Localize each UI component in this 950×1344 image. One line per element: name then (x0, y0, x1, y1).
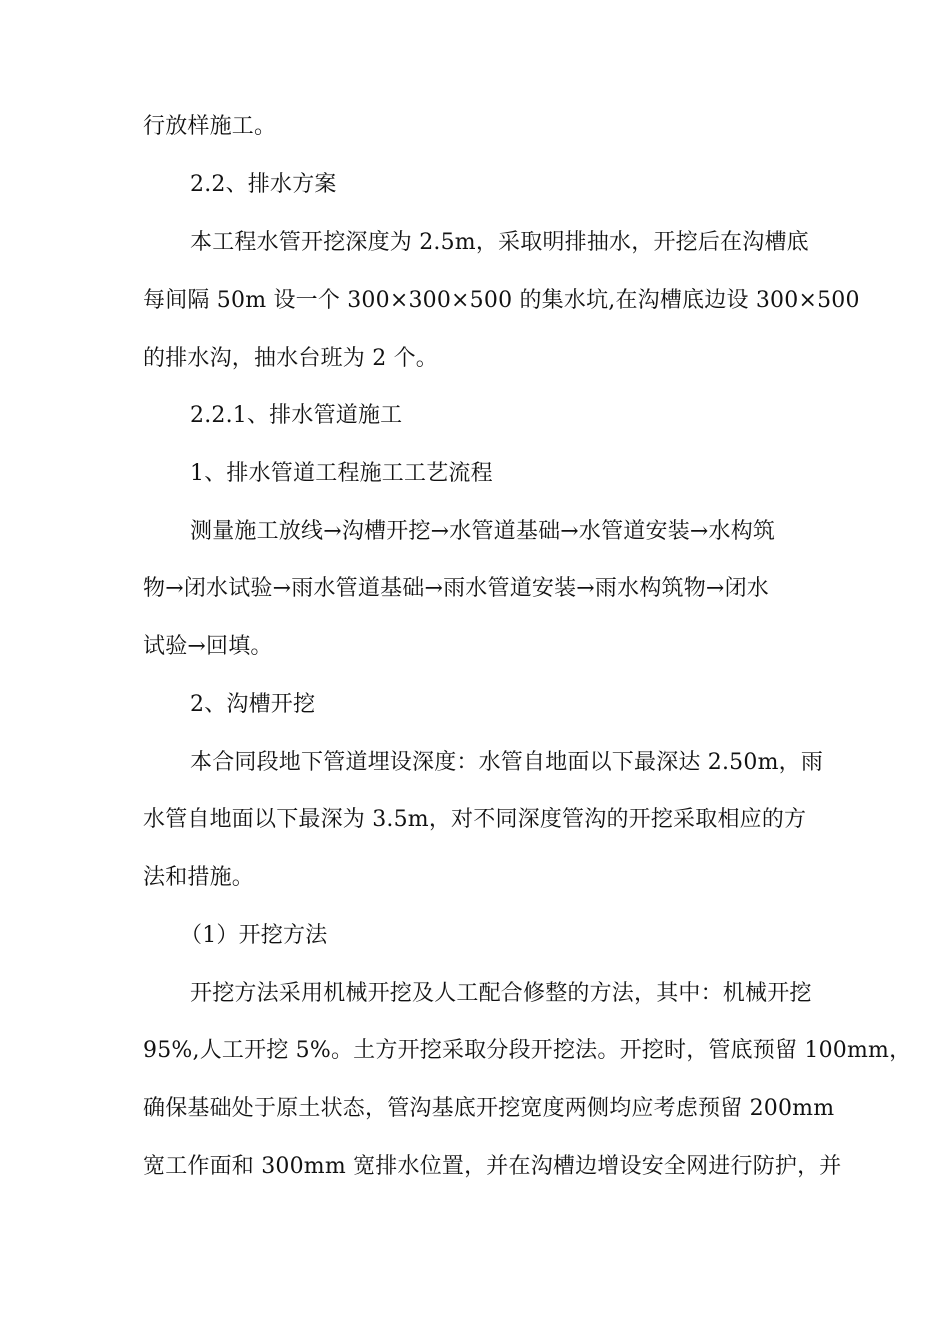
item-heading: 1、排水管道工程施工工艺流程 (190, 461, 493, 486)
text-line: 测量施工放线→沟槽开挖→水管道基础→水管道安装→水构筑 (190, 519, 776, 544)
text-line: 的排水沟，抽水台班为 2 个。 (143, 346, 438, 371)
subsection-heading: 2.2.1、排水管道施工 (190, 403, 403, 428)
item-heading: 2、沟槽开挖 (190, 692, 316, 717)
text-line: 确保基础处于原土状态，管沟基底开挖宽度两侧均应考虑预留 200mm (143, 1096, 835, 1121)
text-line: 开挖方法采用机械开挖及人工配合修整的方法，其中：机械开挖 (190, 981, 812, 1006)
text-line: 行放样施工。 (143, 114, 277, 139)
text-line: 每间隔 50m 设一个 300×300×500 的集水坑,在沟槽底边设 300×500 (143, 288, 860, 313)
text-line: 95%,人工开挖 5%。土方开挖采取分段开挖法。开挖时，管底预留 100mm， (143, 1038, 912, 1063)
text-line: 本工程水管开挖深度为 2.5m，采取明排抽水，开挖后在沟槽底 (190, 230, 809, 255)
section-heading: 2.2、排水方案 (190, 172, 337, 197)
text-line: 本合同段地下管道埋设深度：水管自地面以下最深达 2.50m，雨 (190, 750, 824, 775)
text-line: 法和措施。 (143, 865, 255, 890)
text-line: 物→闭水试验→雨水管道基础→雨水管道安装→雨水构筑物→闭水 (143, 576, 769, 601)
text-line: 水管自地面以下最深为 3.5m，对不同深度管沟的开挖采取相应的方 (143, 807, 807, 832)
item-heading: （1）开挖方法 (180, 923, 328, 948)
text-line: 试验→回填。 (143, 634, 273, 659)
text-line: 宽工作面和 300mm 宽排水位置，并在沟槽边增设安全网进行防护，并 (143, 1154, 842, 1179)
